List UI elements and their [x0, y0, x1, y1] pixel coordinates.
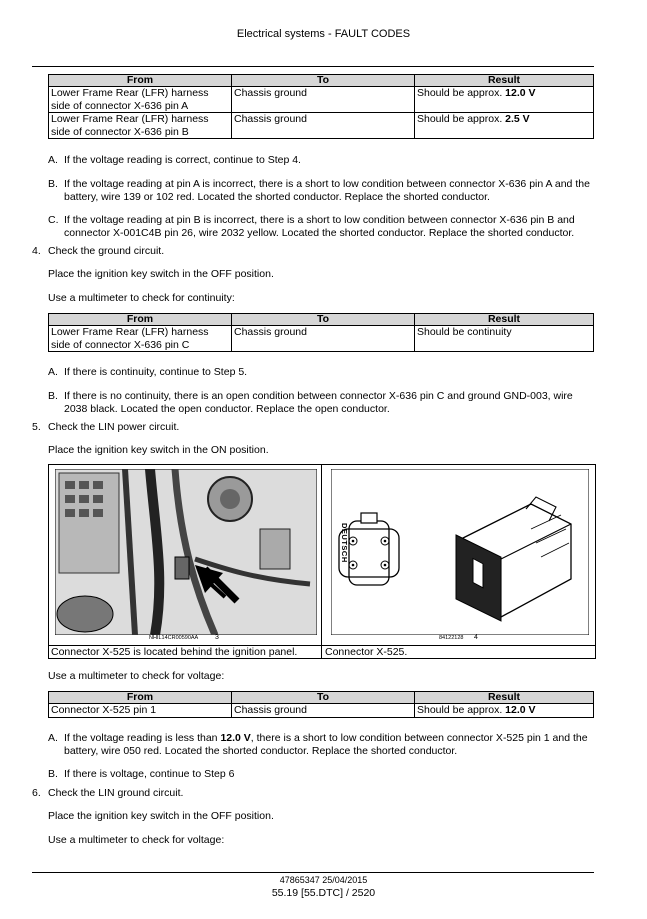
- item-text: If the voltage reading at pin A is incorrect, there is a short to low condition between connector X-636 pin A and the battery, wire 139 or 102 red. Located the shorted conductor. Replace the shorted conductor.: [64, 178, 590, 203]
- step6-instruction-1: Place the ignition key switch in the OFF position.: [48, 810, 274, 822]
- item-text: If the voltage reading is correct, continue to Step 4.: [64, 154, 301, 166]
- col-from: From: [49, 692, 232, 704]
- step-title: Check the ground circuit.: [48, 245, 165, 257]
- footer-page-number: 55.19 [55.DTC] / 2520: [271, 887, 376, 899]
- item-text: If there is voltage, continue to Step 6: [64, 768, 235, 780]
- footer-rule: [32, 872, 594, 873]
- cell-to: Chassis ground: [232, 113, 415, 139]
- item-label: C.: [48, 214, 59, 226]
- figure-3-code: NHIL14CR00590AA: [149, 635, 199, 641]
- continuity-table-x636: [48, 313, 594, 352]
- item-label: B.: [48, 390, 58, 402]
- col-to: To: [232, 75, 415, 87]
- item-label: A.: [48, 154, 58, 166]
- step-6: [32, 787, 594, 800]
- col-to: To: [232, 314, 415, 326]
- step3-item-a: [48, 154, 596, 167]
- step3-item-b: [48, 178, 596, 203]
- header-rule: [32, 66, 594, 67]
- col-result: Result: [415, 692, 594, 704]
- cell-from: Lower Frame Rear (LFR) harness side of connector X-636 pin C: [49, 326, 232, 352]
- step4-item-a: [48, 366, 596, 379]
- table-row: [49, 704, 594, 718]
- figure-3-number: 3: [215, 634, 219, 641]
- step-number: 4.: [32, 245, 41, 257]
- item-text: [64, 732, 596, 757]
- step3-item-c: [48, 214, 596, 239]
- item-text: If the voltage reading at pin B is incorrect, there is a short to low condition between connector X-636 pin B and connector X-001C4B pin 26, wire 2032 yellow. Located the shorted conductor. Replace the shorted conductor.: [64, 214, 575, 239]
- item-text-start: If the voltage reading is less than: [64, 732, 221, 744]
- step-number: 6.: [32, 787, 41, 799]
- figure-panel: [48, 464, 596, 659]
- cell-to: Chassis ground: [232, 326, 415, 352]
- step5-item-b: [48, 768, 596, 781]
- cell-result: Should be continuity: [415, 326, 594, 352]
- step-4: [32, 245, 594, 258]
- item-text: If there is continuity, continue to Step 5.: [64, 366, 248, 378]
- result-text: Should be approx.: [417, 113, 506, 125]
- figure-4-caption: Connector X-525.: [325, 646, 408, 658]
- cell-result: [415, 704, 594, 718]
- table-header-row: [49, 692, 594, 704]
- table-row: [49, 326, 594, 352]
- col-to: To: [232, 692, 415, 704]
- figure-3-photo: [55, 469, 317, 635]
- step5-item-a: [48, 732, 596, 757]
- result-text: Should be approx.: [417, 704, 506, 716]
- cell-from: Lower Frame Rear (LFR) harness side of connector X-636 pin A: [49, 87, 232, 113]
- step5-instruction-1: Place the ignition key switch in the ON position.: [48, 444, 269, 456]
- voltage-table-x525: [48, 691, 594, 718]
- result-text: Should be approx.: [417, 87, 506, 99]
- step4-instruction-2: Use a multimeter to check for continuity:: [48, 292, 235, 304]
- table-header-row: [49, 314, 594, 326]
- step-5: [32, 421, 594, 434]
- cell-from: Lower Frame Rear (LFR) harness side of connector X-636 pin B: [49, 113, 232, 139]
- result-value: 12.0 V: [505, 704, 536, 716]
- figure-4-number: 4: [474, 634, 478, 641]
- col-from: From: [49, 314, 232, 326]
- cell-result: [415, 113, 594, 139]
- deutsch-logo-text: DEUTSCH: [340, 523, 349, 563]
- col-result: Result: [415, 75, 594, 87]
- figure-divider: [321, 465, 322, 658]
- cell-to: Chassis ground: [232, 704, 415, 718]
- item-label: B.: [48, 178, 58, 190]
- cell-to: Chassis ground: [232, 87, 415, 113]
- cell-result: [415, 87, 594, 113]
- item-text-end: , there is a short to low condition between connector X-525 pin 1 and the battery, wire 050 red. Located the shorted conductor. Replace the shorted conductor.: [64, 732, 588, 757]
- step-title: Check the LIN power circuit.: [48, 421, 180, 433]
- step6-instruction-2: Use a multimeter to check for voltage:: [48, 834, 225, 846]
- step4-instruction-1: Place the ignition key switch in the OFF position.: [48, 268, 274, 280]
- item-text: If there is no continuity, there is an open condition between connector X-636 pin C and ground GND-003, wire 2038 black. Located the open conductor. Replace the open conductor.: [64, 390, 573, 415]
- figure-4-connector-drawing: [331, 469, 589, 635]
- result-value: 2.5 V: [505, 113, 530, 125]
- result-value: 12.0 V: [505, 87, 536, 99]
- item-label: A.: [48, 366, 58, 378]
- cell-from: Connector X-525 pin 1: [49, 704, 232, 718]
- voltage-table-x636: [48, 74, 594, 139]
- item-text-value: 12.0 V: [220, 732, 251, 744]
- table-row: [49, 87, 594, 113]
- item-label: B.: [48, 768, 58, 780]
- col-from: From: [49, 75, 232, 87]
- item-label: A.: [48, 732, 58, 744]
- page-header-title: Electrical systems - FAULT CODES: [236, 28, 411, 40]
- col-result: Result: [415, 314, 594, 326]
- step5-instruction-2: Use a multimeter to check for voltage:: [48, 670, 225, 682]
- step-title: Check the LIN ground circuit.: [48, 787, 184, 799]
- step-number: 5.: [32, 421, 41, 433]
- footer-doc-number: 47865347 25/04/2015: [279, 875, 368, 885]
- table-row: [49, 113, 594, 139]
- figure-4-code: 84122128: [439, 635, 464, 641]
- figure-3-caption: Connector X-525 is located behind the ignition panel.: [51, 646, 298, 658]
- table-header-row: [49, 75, 594, 87]
- step4-item-b: [48, 390, 596, 415]
